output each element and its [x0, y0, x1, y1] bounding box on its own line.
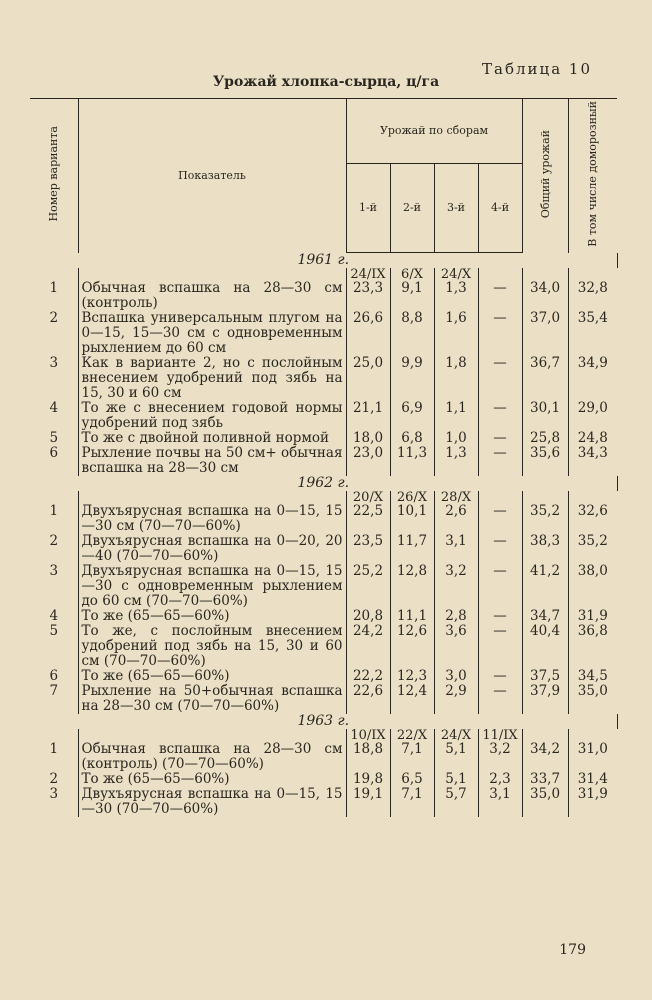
table-header — [30, 99, 617, 253]
total-yield-value: 35,6 — [522, 446, 568, 476]
total-yield-value: 37,9 — [522, 684, 568, 714]
harvest-3-value: 3,6 — [434, 624, 478, 669]
variant-number: 5 — [30, 624, 78, 669]
indicator-text: Двухъярусная вспашка на 0—15, 15—30 с одновременным рыхлением до 60 см (70—70—60%) — [78, 564, 346, 609]
harvest-1-value: 22,2 — [346, 669, 390, 684]
year-heading: 1963 г. — [30, 714, 617, 729]
prefrost-yield-value: 32,6 — [577, 503, 608, 520]
indicator-text: Как в варианте 2, но с послойным внесением удобрений под зябь на 15, 30 и 60 см — [78, 356, 346, 401]
prefrost-yield-value: 31,0 — [577, 741, 608, 758]
prefrost-yield-value: 38,0 — [577, 563, 608, 580]
harvest-1-value: 24,2 — [346, 624, 390, 669]
harvest-4-value: — — [478, 609, 522, 624]
total-yield-value: 34,7 — [522, 609, 568, 624]
harvest-2-value: 11,7 — [390, 534, 434, 564]
table-body — [30, 253, 617, 818]
harvest-4-value: — — [478, 504, 522, 534]
harvest-2-value: 6,9 — [390, 401, 434, 431]
table-row — [30, 609, 617, 624]
total-yield-value: 33,7 — [522, 772, 568, 787]
harvest-date: 6/X — [390, 268, 434, 281]
prefrost-yield-value: 35,2 — [577, 533, 608, 550]
indicator-text: Рыхление почвы на 50 см+ обычная вспашка на 28—30 см — [78, 446, 346, 476]
table-row — [30, 772, 617, 787]
harvest-1-value: 22,6 — [346, 684, 390, 714]
harvest-1-value: 23,5 — [346, 534, 390, 564]
harvest-2-value: 12,6 — [390, 624, 434, 669]
harvest-1-value: 25,2 — [346, 564, 390, 609]
header-including: В том числе доморозный — [568, 99, 617, 253]
total-yield-value: 37,5 — [522, 669, 568, 684]
harvest-2-value: 10,1 — [390, 504, 434, 534]
prefrost-yield-value: 35,0 — [577, 683, 608, 700]
indicator-text: Двухъярусная вспашка на 0—15, 15—30 (70—70—60%) — [78, 787, 346, 817]
year-heading: 1962 г. — [30, 476, 617, 491]
variant-number: 6 — [30, 446, 78, 476]
harvest-1-value: 21,1 — [346, 401, 390, 431]
indicator-text: То же, с послойным внесением удобрений под зябь на 15, 30 и 60 см (70—70—60%) — [78, 624, 346, 669]
harvest-4-value: — — [478, 356, 522, 401]
harvest-date: 24/IX — [346, 268, 390, 281]
table-title: Урожай хлопка-сырца, ц/га — [212, 74, 440, 90]
variant-number: 3 — [30, 787, 78, 817]
yield-table — [30, 98, 618, 817]
harvest-3-value: 1,0 — [434, 431, 478, 446]
harvest-3-value: 3,1 — [434, 534, 478, 564]
harvest-3-value: 5,1 — [434, 772, 478, 787]
table-row — [30, 401, 617, 431]
harvest-2-value: 6,8 — [390, 431, 434, 446]
total-yield-value: 34,0 — [522, 281, 568, 311]
total-yield-value: 40,4 — [522, 624, 568, 669]
total-yield-value: 41,2 — [522, 564, 568, 609]
indicator-text: Обычная вспашка на 28—30 см (контроль) (70—70—60%) — [78, 742, 346, 772]
header-s1: 1-й — [346, 163, 390, 253]
harvest-3-value: 2,9 — [434, 684, 478, 714]
indicator-text: Вспашка универсальным плугом на 0—15, 15—30 см с одновременным рыхлением до 60 см — [78, 311, 346, 356]
total-yield-value: 34,2 — [522, 742, 568, 772]
indicator-text: Рыхление на 50+обычная вспашка на 28—30 см (70—70—60%) — [78, 684, 346, 714]
harvest-1-value: 23,0 — [346, 446, 390, 476]
harvest-1-value: 26,6 — [346, 311, 390, 356]
variant-number: 2 — [30, 772, 78, 787]
harvest-date: 24/X — [434, 729, 478, 742]
prefrost-yield-value: 31,9 — [577, 786, 608, 803]
indicator-text: То же (65—65—60%) — [78, 669, 346, 684]
harvest-3-value: 1,8 — [434, 356, 478, 401]
table-row — [30, 504, 617, 534]
year-row — [30, 476, 617, 491]
harvest-3-value: 2,8 — [434, 609, 478, 624]
variant-number: 3 — [30, 356, 78, 401]
table-row — [30, 624, 617, 669]
harvest-4-value: — — [478, 431, 522, 446]
harvest-3-value: 1,3 — [434, 281, 478, 311]
harvest-4-value: — — [478, 669, 522, 684]
harvest-date: 24/X — [434, 268, 478, 281]
harvest-2-value: 8,8 — [390, 311, 434, 356]
prefrost-yield-value: 34,5 — [577, 668, 608, 685]
indicator-text: Двухъярусная вспашка на 0—15, 15—30 см (70—70—60%) — [78, 504, 346, 534]
total-yield-value: 35,0 — [522, 787, 568, 817]
indicator-text: То же с двойной поливной нормой — [78, 431, 346, 446]
harvest-2-value: 11,3 — [390, 446, 434, 476]
total-yield-value: 36,7 — [522, 356, 568, 401]
harvest-date: 28/X — [434, 491, 478, 504]
table-row — [30, 281, 617, 311]
harvest-3-value: 1,1 — [434, 401, 478, 431]
variant-number: 4 — [30, 609, 78, 624]
header-indicator: Показатель — [78, 99, 346, 253]
prefrost-yield-value: 24,8 — [577, 430, 608, 447]
indicator-text: Двухъярусная вспашка на 0—20, 20—40 (70—70—60%) — [78, 534, 346, 564]
table-row — [30, 446, 617, 476]
header-s4: 4-й — [478, 163, 522, 253]
indicator-text: То же (65—65—60%) — [78, 609, 346, 624]
harvest-date: 20/X — [346, 491, 390, 504]
table-row — [30, 742, 617, 772]
harvest-3-value: 5,1 — [434, 742, 478, 772]
harvest-2-value: 12,3 — [390, 669, 434, 684]
harvest-3-value: 1,6 — [434, 311, 478, 356]
table-row — [30, 534, 617, 564]
harvest-4-value: — — [478, 401, 522, 431]
harvest-date: 26/X — [390, 491, 434, 504]
header-harvests-group: Урожай по сборам — [346, 99, 522, 164]
harvest-1-value: 20,8 — [346, 609, 390, 624]
variant-number: 4 — [30, 401, 78, 431]
prefrost-yield-value: 34,9 — [577, 355, 608, 372]
prefrost-yield-value: 35,4 — [577, 310, 608, 327]
total-yield-value: 30,1 — [522, 401, 568, 431]
prefrost-yield-value: 29,0 — [577, 400, 608, 417]
harvest-3-value: 2,6 — [434, 504, 478, 534]
harvest-date: 11/IX — [478, 729, 522, 742]
year-row — [30, 714, 617, 729]
harvest-2-value: 7,1 — [390, 742, 434, 772]
table-row — [30, 564, 617, 609]
total-yield-value: 25,8 — [522, 431, 568, 446]
harvest-4-value: — — [478, 311, 522, 356]
harvest-1-value: 19,8 — [346, 772, 390, 787]
harvest-date: 22/X — [390, 729, 434, 742]
prefrost-yield-value: 31,9 — [577, 608, 608, 625]
table-row — [30, 356, 617, 401]
harvest-2-value: 12,8 — [390, 564, 434, 609]
harvest-1-value: 18,0 — [346, 431, 390, 446]
year-row — [30, 253, 617, 269]
harvest-1-value: 22,5 — [346, 504, 390, 534]
harvest-4-value: 2,3 — [478, 772, 522, 787]
harvest-3-value: 3,2 — [434, 564, 478, 609]
prefrost-yield-value: 31,4 — [577, 771, 608, 788]
harvest-1-value: 19,1 — [346, 787, 390, 817]
page-number: 179 — [559, 942, 586, 958]
harvest-date: 10/IX — [346, 729, 390, 742]
prefrost-yield-value: 36,8 — [577, 623, 608, 640]
harvest-3-value: 1,3 — [434, 446, 478, 476]
harvest-4-value: — — [478, 446, 522, 476]
harvest-1-value: 18,8 — [346, 742, 390, 772]
table-row — [30, 431, 617, 446]
variant-number: 3 — [30, 564, 78, 609]
variant-number: 6 — [30, 669, 78, 684]
variant-number: 7 — [30, 684, 78, 714]
header-total: Общий урожай — [522, 99, 568, 253]
table-row — [30, 669, 617, 684]
harvest-2-value: 7,1 — [390, 787, 434, 817]
harvest-2-value: 9,9 — [390, 356, 434, 401]
table-label: Таблица 10 — [482, 60, 592, 78]
prefrost-yield-value: 32,8 — [577, 280, 608, 297]
harvest-4-value: 3,1 — [478, 787, 522, 817]
table-row — [30, 684, 617, 714]
variant-number: 2 — [30, 311, 78, 356]
harvest-4-value: — — [478, 534, 522, 564]
indicator-text: Обычная вспашка на 28—30 см (контроль) — [78, 281, 346, 311]
total-yield-value: 37,0 — [522, 311, 568, 356]
header-s3: 3-й — [434, 163, 478, 253]
harvest-4-value: — — [478, 684, 522, 714]
header-num: Номер варианта — [30, 99, 78, 253]
variant-number: 2 — [30, 534, 78, 564]
harvest-2-value: 9,1 — [390, 281, 434, 311]
harvest-4-value: — — [478, 624, 522, 669]
variant-number: 1 — [30, 281, 78, 311]
indicator-text: То же (65—65—60%) — [78, 772, 346, 787]
harvest-4-value: — — [478, 281, 522, 311]
harvest-2-value: 11,1 — [390, 609, 434, 624]
total-yield-value: 35,2 — [522, 504, 568, 534]
variant-number: 1 — [30, 504, 78, 534]
harvest-2-value: 6,5 — [390, 772, 434, 787]
indicator-text: То же с внесением годовой нормы удобрений под зябь — [78, 401, 346, 431]
variant-number: 1 — [30, 742, 78, 772]
harvest-3-value: 3,0 — [434, 669, 478, 684]
variant-number: 5 — [30, 431, 78, 446]
harvest-2-value: 12,4 — [390, 684, 434, 714]
harvest-1-value: 23,3 — [346, 281, 390, 311]
harvest-1-value: 25,0 — [346, 356, 390, 401]
table-row — [30, 787, 617, 817]
harvest-4-value: 3,2 — [478, 742, 522, 772]
header-s2: 2-й — [390, 163, 434, 253]
harvest-4-value: — — [478, 564, 522, 609]
table-row — [30, 311, 617, 356]
harvest-3-value: 5,7 — [434, 787, 478, 817]
year-heading: 1961 г. — [30, 253, 617, 269]
total-yield-value: 38,3 — [522, 534, 568, 564]
prefrost-yield-value: 34,3 — [577, 445, 608, 462]
